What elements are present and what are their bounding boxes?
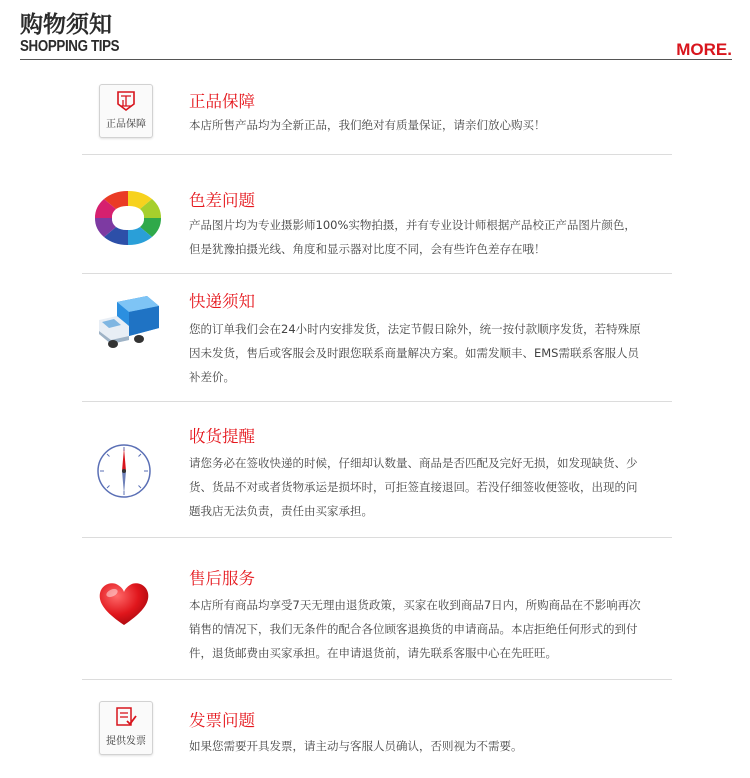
tip-desc-line: 件，退货邮费由买家承担。在申请退货前，请先联系客服中心在先旺旺。 <box>189 646 557 660</box>
tip-title: 快递须知 <box>189 292 255 311</box>
tip-desc-line: 补差价。 <box>189 370 235 384</box>
section-title: 购物须知 <box>20 12 112 38</box>
more-link[interactable]: MORE. <box>676 40 732 59</box>
tip-desc-line: 因未发货，售后或客服会及时跟您联系商量解决方案。如需发顺丰、EMS需联系客服人员 <box>189 346 639 360</box>
invoice-badge-icon <box>99 701 153 755</box>
divider <box>82 401 672 402</box>
compass-icon <box>95 442 153 504</box>
tip-title: 售后服务 <box>189 569 255 588</box>
section-subtitle: SHOPPING TIPS <box>20 38 120 55</box>
tip-title: 正品保障 <box>189 92 255 111</box>
tip-desc <box>189 113 669 137</box>
tip-desc-line: 产品图片均为专业摄影师100%实物拍摄，并有专业设计师根据产品校正产品图片颜色， <box>189 218 636 232</box>
tip-desc-line: 但是犹豫拍摄光线、角度和显示器对比度不同，会有些许色差存在哦！ <box>189 242 546 256</box>
tip-title: 发票问题 <box>189 711 255 730</box>
tip-desc-line: 如果您需要开具发票，请主动与客服人员确认，否则视为不需要。 <box>189 739 523 753</box>
divider <box>82 537 672 538</box>
header-divider <box>20 59 732 60</box>
tip-desc <box>189 317 669 389</box>
tip-title: 收货提醒 <box>189 427 255 446</box>
tip-desc-line: 本店所有商品均享受7天无理由退货政策，买家在收到商品7日内，所购商品在不影响再次 <box>189 598 641 612</box>
tip-desc <box>189 593 669 665</box>
divider <box>82 273 672 274</box>
tip-desc-line: 请您务必在签收快递的时候，仔细却认数量、商品是否匹配及完好无损，如发现缺货、少 <box>189 456 638 470</box>
tip-desc <box>189 451 669 523</box>
tip-desc-line: 本店所售产品均为全新正品，我们绝对有质量保证，请亲们放心购买！ <box>189 118 546 132</box>
tip-desc-line: 销售的情况下，我们无条件的配合各位顾客退换货的申请商品。本店拒绝任何形式的到付 <box>189 622 638 636</box>
genuine-badge-icon <box>99 84 153 138</box>
color-wheel-icon <box>92 188 164 252</box>
delivery-truck-icon <box>95 294 161 356</box>
page-header <box>0 0 750 62</box>
divider <box>82 154 672 155</box>
badge-label: 提供发票 <box>106 736 146 747</box>
heart-icon <box>96 579 152 633</box>
tip-desc-line: 货、货品不对或者货物承运是损坏时，可拒签直接退回。若没仔细签收便签收，出现的问 <box>189 480 638 494</box>
tip-desc-line: 题我店无法负责，责任由买家承担。 <box>189 504 373 518</box>
tip-desc-line: 您的订单我们会在24小时内安排发货，法定节假日除外，统一按付款顺序发货，若特殊原 <box>189 322 641 336</box>
tip-title: 色差问题 <box>189 191 255 210</box>
divider <box>82 679 672 680</box>
tip-desc <box>189 734 669 758</box>
tip-desc <box>189 213 669 261</box>
badge-label: 正品保障 <box>106 119 146 130</box>
